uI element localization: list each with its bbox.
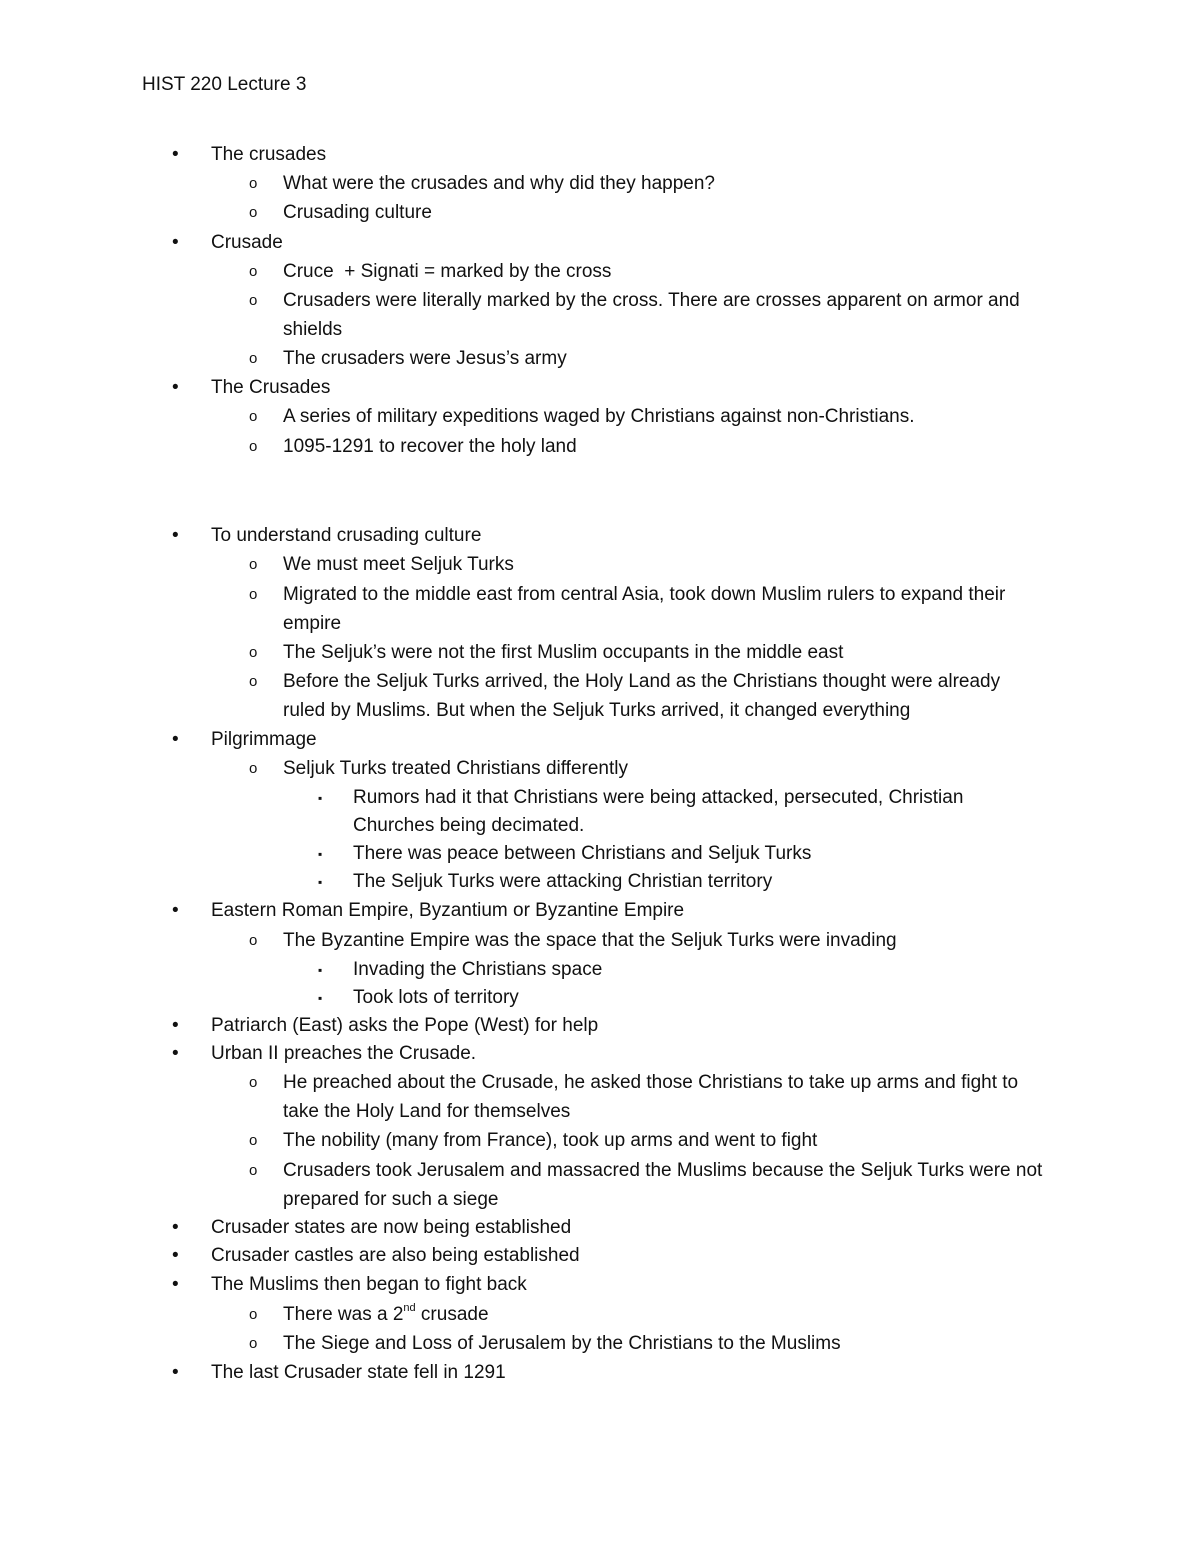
list-item: The Seljuk’s were not the first Muslim occupants in the middle east — [283, 642, 844, 663]
sub-bullet-icon: o — [249, 175, 258, 192]
bullet-icon: • — [172, 900, 179, 921]
square-bullet-icon: ▪ — [318, 963, 323, 977]
bullet-icon: • — [172, 144, 179, 165]
list-item: The crusaders were Jesus’s army — [283, 348, 567, 369]
bullet-icon: • — [172, 377, 179, 398]
list-item: Eastern Roman Empire, Byzantium or Byzantine Empire — [211, 900, 685, 921]
bullet-icon: • — [172, 232, 179, 253]
list-item: Urban II preaches the Crusade. — [211, 1043, 477, 1064]
sub-bullet-icon: o — [249, 556, 258, 573]
list-item: Crusader castles are also being established — [211, 1245, 580, 1266]
sub-bullet-icon: o — [249, 438, 258, 455]
list-item: Invading the Christians space — [353, 959, 603, 980]
list-item-continuation: empire — [283, 613, 342, 634]
list-item: The Crusades — [211, 377, 331, 398]
list-item: 1095-1291 to recover the holy land — [283, 436, 577, 457]
bullet-icon: • — [172, 729, 179, 750]
sub-bullet-icon: o — [249, 350, 258, 367]
list-item-continuation: ruled by Muslims. But when the Seljuk Turks arrived, it changed everything — [283, 700, 911, 721]
bullet-icon: • — [172, 1217, 179, 1238]
list-item: Took lots of territory — [353, 987, 519, 1008]
list-item: Crusaders were literally marked by the cross. There are crosses apparent on armor and — [283, 290, 1020, 311]
list-item: Crusading culture — [283, 202, 432, 223]
list-item-continuation: take the Holy Land for themselves — [283, 1101, 571, 1122]
sub-bullet-icon: o — [249, 408, 258, 425]
list-item: Migrated to the middle east from central Asia, took down Muslim rulers to expand their — [283, 584, 1006, 605]
list-item: What were the crusades and why did they happen? — [283, 173, 715, 194]
list-item: We must meet Seljuk Turks — [283, 554, 514, 575]
sub-bullet-icon: o — [249, 1074, 258, 1091]
list-item: The Muslims then began to fight back — [211, 1274, 527, 1295]
sub-bullet-icon: o — [249, 292, 258, 309]
square-bullet-icon: ▪ — [318, 791, 323, 805]
document-title: HIST 220 Lecture 3 — [142, 74, 307, 95]
sub-bullet-icon: o — [249, 1162, 258, 1179]
list-item: The last Crusader state fell in 1291 — [211, 1362, 506, 1383]
sub-bullet-icon: o — [249, 586, 258, 603]
list-item: He preached about the Crusade, he asked those Christians to take up arms and fight to — [283, 1072, 1019, 1093]
list-item: Rumors had it that Christians were being attacked, persecuted, Christian — [353, 787, 964, 808]
list-item: Crusader states are now being established — [211, 1217, 572, 1238]
sub-bullet-icon: o — [249, 760, 258, 777]
list-item: The crusades — [211, 144, 327, 165]
sub-bullet-icon: o — [249, 1306, 258, 1323]
square-bullet-icon: ▪ — [318, 875, 323, 889]
sub-bullet-icon: o — [249, 932, 258, 949]
list-item-text: crusade — [415, 1304, 489, 1325]
bullet-icon: • — [172, 1015, 179, 1036]
bullet-icon: • — [172, 1274, 179, 1295]
list-item: Before the Seljuk Turks arrived, the Holy Land as the Christians thought were already — [283, 671, 1001, 692]
list-item: The nobility (many from France), took up arms and went to fight — [283, 1130, 818, 1151]
list-item: A series of military expeditions waged by Christians against non-Christians. — [283, 406, 915, 427]
bullet-icon: • — [172, 1043, 179, 1064]
sub-bullet-icon: o — [249, 673, 258, 690]
list-item: Seljuk Turks treated Christians differently — [283, 758, 628, 779]
square-bullet-icon: ▪ — [318, 991, 323, 1005]
square-bullet-icon: ▪ — [318, 847, 323, 861]
list-item: The Seljuk Turks were attacking Christian territory — [353, 871, 773, 892]
ordinal-suffix: nd — [403, 1301, 416, 1314]
sub-bullet-icon: o — [249, 263, 258, 280]
sub-bullet-icon: o — [249, 644, 258, 661]
list-item-text: There was a 2 — [283, 1304, 404, 1325]
list-item: The Byzantine Empire was the space that the Seljuk Turks were invading — [283, 930, 897, 951]
list-item-continuation: shields — [283, 319, 343, 340]
list-item: Crusade — [211, 232, 283, 253]
bullet-icon: • — [172, 525, 179, 546]
list-item: Cruce + Signati = marked by the cross — [283, 261, 612, 282]
sub-bullet-icon: o — [249, 204, 258, 221]
sub-bullet-icon: o — [249, 1132, 258, 1149]
list-item-continuation: prepared for such a siege — [283, 1189, 499, 1210]
list-item: The Siege and Loss of Jerusalem by the Christians to the Muslims — [283, 1333, 841, 1354]
list-item — [283, 1301, 489, 1329]
list-item: To understand crusading culture — [211, 525, 482, 546]
list-item-continuation: Churches being decimated. — [353, 815, 585, 836]
list-item: Crusaders took Jerusalem and massacred the Muslims because the Seljuk Turks were not — [283, 1160, 1043, 1181]
list-item: Pilgrimmage — [211, 729, 317, 750]
bullet-icon: • — [172, 1245, 179, 1266]
list-item: Patriarch (East) asks the Pope (West) for help — [211, 1015, 599, 1036]
list-item: There was peace between Christians and Seljuk Turks — [353, 843, 812, 864]
sub-bullet-icon: o — [249, 1335, 258, 1352]
bullet-icon: • — [172, 1362, 179, 1383]
